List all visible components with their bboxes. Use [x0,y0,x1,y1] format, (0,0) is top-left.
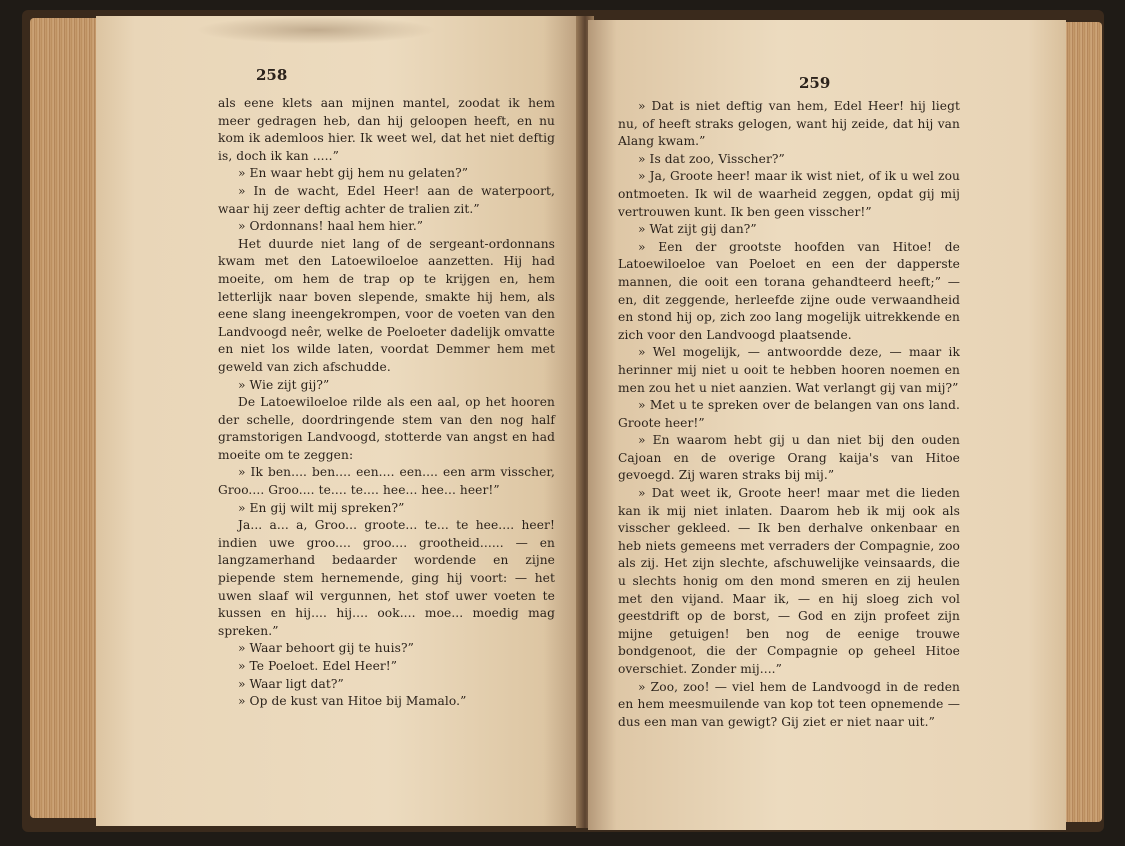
paragraph: » Dat weet ik, Groote heer! maar met die lieden kan ik mij niet inlaten. Daarom heb ik mij ook als visscher gekleed. — Ik ben derhalve onkenbaar en heb niets gemeens met verraders der Compagnie, zoo als zij. Het zijn slechte, afschuwelijke veinsaards, die u slechts honig om den mond smeren en zij heulen met den vijand. Maar ik, — en hij sloeg zich vol geestdrift op de borst, — God en zijn profeet zijn mijne getuigen! ben nog de eenige trouwe bondgenoot, die der Compagnie op geheel Hitoe overschiet. Zonder mij....” [618,486,960,676]
paragraph: » En gij wilt mij spreken?” [238,500,405,515]
left-page [96,16,582,826]
paragraph: » In de wacht, Edel Heer! aan de waterpoort, waar hij zeer deftig achter de tralien zit.” [218,183,555,216]
left-page-text [218,95,555,711]
paragraph: » Waar ligt dat?” [238,676,344,691]
right-page [588,20,1066,830]
paragraph: Het duurde niet lang of de sergeant-ordonnans kwam met den Latoewiloeloe aanzetten. Hij had moeite, om hem de trap op te krijgen en, hem letterlijk naar boven slepende, smakte hij hem, als eene slang ineengekrompen, voor de voeten van den Landvoogd neêr, welke de Poeloeter dadelijk omvatte en niet los wilde laten, voordat Demmer hem met geweld van zich afschudde. [218,236,555,374]
paragraph: als eene klets aan mijnen mantel, zoodat ik hem meer gedragen heb, dan hij geloopen heeft, en nu kom ik ademloos hier. Ik weet wel, dat het niet deftig is, doch ik kan .....” [218,96,555,163]
paragraph: » Waar behoort gij te huis?” [238,641,414,656]
paragraph: » En waar hebt gij hem nu gelaten?” [238,166,469,181]
page-stain [196,16,436,44]
paragraph: » Met u te spreken over de belangen van ons land. Groote heer!” [618,398,960,430]
paragraph: » Zoo, zoo! — viel hem de Landvoogd in de reden en hem meesmuilende van kop tot teen opnemende — dus een man van gewigt? Gij ziet er niet naar uit.” [618,679,960,729]
paragraph: » En waarom hebt gij u dan niet bij den ouden Cajoan en de overige Orang kaija's van Hitoe gevoegd. Zij waren straks bij mij.” [618,433,960,483]
page-number-left: 258 [256,66,288,84]
paragraph: » Ordonnans! haal hem hier.” [238,219,424,234]
paragraph: Ja... a... a, Groo... groote... te... te hee.... heer! indien uwe groo.... groo.... grootheid...... — en langzamerhand bedaarder wordende en zijne piepende stem hernemende, ging hij voort: — het uwen slaaf wil vergunnen, het stof uwer voeten te kussen en hij.... hij.... ook.... moe... moedig mag spreken.” [218,518,555,638]
paragraph: » Een der grootste hoofden van Hitoe! de Latoewiloeloe van Poeloet en een der dapperste mannen, die ooit een torana gehandteerd heeft;” — en, dit zeggende, herleefde zijne oude verwaandheid en stond hij op, zich zoo lang mogelijk uitrekkende en zich voor den Landvoogd plaatsende. [618,239,960,342]
paragraph: » Ik ben.... ben.... een.... een.... een arm visscher, Groo.... Groo.... te.... te.... hee... hee... heer!” [218,465,555,498]
paragraph: » Wel mogelijk, — antwoordde deze, — maar ik herinner mij niet u ooit te hebben hooren noemen en men zou het u niet aanzien. Wat verlangt gij van mij?” [618,345,960,395]
paragraph: » Dat is niet deftig van hem, Edel Heer! hij liegt nu, of heeft straks gelogen, want hij zeide, dat hij van Alang kwam.” [618,99,960,149]
paragraph: » Ja, Groote heer! maar ik wist niet, of ik u wel zou ontmoeten. Ik wil de waarheid zeggen, opdat gij mij vertrouwen kunt. Ik ben geen visscher!” [618,169,960,219]
paragraph: » Wie zijt gij?” [238,377,330,392]
paragraph: » Is dat zoo, Visscher?” [638,151,785,166]
paragraph: » Wat zijt gij dan?” [638,222,757,237]
right-page-text [618,98,960,731]
paragraph: » Op de kust van Hitoe bij Mamalo.” [238,694,467,709]
paragraph: De Latoewiloeloe rilde als een aal, op het hooren der schelle, doordringende stem van den nog half gramstorigen Landvoogd, stotterde van angst en had moeite om te zeggen: [218,395,555,462]
paragraph: » Te Poeloet. Edel Heer!” [238,659,398,673]
page-number-right: 259 [799,74,831,92]
